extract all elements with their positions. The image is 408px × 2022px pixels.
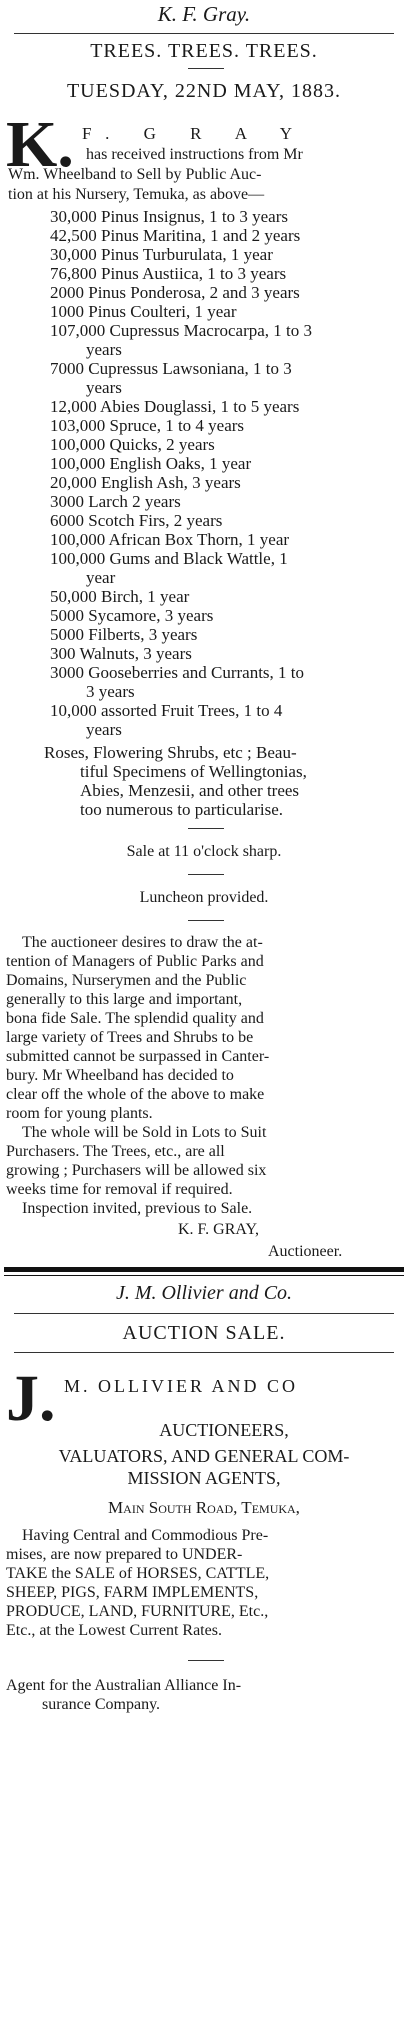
ad1-heading: TREES. TREES. TREES. <box>90 40 318 62</box>
text-line: mises, are now prepared to UNDER- <box>6 1546 243 1563</box>
text-line: SHEEP, PIGS, FARM IMPLEMENTS, <box>6 1584 259 1601</box>
ad2-address: Main South Road, Temuka, <box>108 1498 300 1517</box>
ad2-dropcap: J. <box>6 1362 56 1435</box>
ad1-stock-list <box>50 207 406 739</box>
ad2-body <box>6 1526 404 1640</box>
ad1-sale-time: Sale at 11 o'clock sharp. <box>126 843 282 860</box>
text-line: Roses, Flowering Shrubs, etc ; Beau- <box>44 743 297 762</box>
text-line: TAKE the SALE of HORSES, CATTLE, <box>6 1565 270 1582</box>
text-line: The auctioneer desires to draw the at- <box>22 934 263 951</box>
divider <box>14 33 394 34</box>
text-line: tention of Managers of Public Parks and <box>6 953 264 970</box>
ad1-dropcap: K. <box>6 108 74 181</box>
text-line: bona fide Sale. The splendid quality and <box>6 1010 264 1027</box>
list-item: 3000 Gooseberries and Currants, 1 to <box>50 663 305 682</box>
ad1-luncheon: Luncheon provided. <box>139 889 269 906</box>
text-line: growing ; Purchasers will be allowed six <box>6 1162 267 1179</box>
list-item: 5000 Filberts, 3 years <box>50 625 198 644</box>
ad2-auctioneers: AUCTIONEERS, <box>159 1420 289 1440</box>
text-line: weeks time for removal if required. <box>6 1181 233 1198</box>
divider <box>188 828 224 829</box>
text-line: large variety of Trees and Shrubs to be <box>6 1029 254 1046</box>
ad1-intro-line: Wm. Wheelband to Sell by Public Auc- <box>8 166 262 183</box>
ad1-body <box>6 933 404 1218</box>
text-line: Agent for the Australian Alliance In- <box>6 1677 242 1694</box>
ad2-mission: MISSION AGENTS, <box>127 1468 281 1488</box>
divider <box>188 68 224 69</box>
divider <box>14 1313 394 1314</box>
ad2-firm-name: M. OLLIVIER AND CO <box>64 1376 298 1396</box>
list-item: 10,000 assorted Fruit Trees, 1 to 4 <box>50 701 283 720</box>
text-line: PRODUCE, LAND, FURNITURE, Etc., <box>6 1603 269 1620</box>
text-line: room for young plants. <box>6 1105 153 1122</box>
text-line: tiful Specimens of Wellingtonias, <box>80 762 307 781</box>
list-item: 3 years <box>86 682 135 701</box>
ad1-date: TUESDAY, 22ND MAY, 1883. <box>66 80 342 102</box>
ad1-name-spaced: F. G R A Y <box>82 124 308 143</box>
text-line: Etc., at the Lowest Current Rates. <box>6 1622 222 1639</box>
list-item: 7000 Cupressus Lawsoniana, 1 to 3 <box>50 359 292 378</box>
list-item: 20,000 English Ash, 3 years <box>50 473 241 492</box>
ad1-closing-title: Auctioneer. <box>268 1243 343 1260</box>
list-item: 42,500 Pinus Maritina, 1 and 2 years <box>50 226 301 245</box>
list-item: 300 Walnuts, 3 years <box>50 644 192 663</box>
list-item: 50,000 Birch, 1 year <box>50 587 190 606</box>
list-item: 30,000 Pinus Turburulata, 1 year <box>50 245 273 264</box>
ad-separator <box>4 1267 404 1272</box>
list-item: 103,000 Spruce, 1 to 4 years <box>50 416 245 435</box>
text-line: submitted cannot be surpassed in Canter- <box>6 1048 270 1065</box>
text-line: Purchasers. The Trees, etc., are all <box>6 1143 225 1160</box>
list-item: years <box>86 720 122 739</box>
ad-separator <box>4 1275 404 1276</box>
text-line: clear off the whole of the above to make <box>6 1086 265 1103</box>
list-item: 100,000 Gums and Black Wattle, 1 <box>50 549 288 568</box>
list-item: 12,000 Abies Douglassi, 1 to 5 years <box>50 397 300 416</box>
text-line: bury. Mr Wheelband has decided to <box>6 1067 234 1084</box>
ad2-heading: AUCTION SALE. <box>122 1322 286 1344</box>
divider <box>188 874 224 875</box>
list-item: 100,000 English Oaks, 1 year <box>50 454 252 473</box>
text-line: Having Central and Commodious Pre- <box>22 1527 269 1544</box>
list-item: 2000 Pinus Ponderosa, 2 and 3 years <box>50 283 300 302</box>
list-item: 76,800 Pinus Austiica, 1 to 3 years <box>50 264 287 283</box>
list-item: 100,000 Quicks, 2 years <box>50 435 215 454</box>
text-line: too numerous to particularise. <box>80 800 284 819</box>
ad1-signature: K. F. Gray. <box>157 2 251 26</box>
text-line: Abies, Menzesii, and other trees <box>80 781 300 800</box>
text-line: Domains, Nurserymen and the Public <box>6 972 247 989</box>
divider <box>188 1660 224 1661</box>
list-item: 3000 Larch 2 years <box>50 492 181 511</box>
list-item: years <box>86 378 122 397</box>
list-item: 100,000 African Box Thorn, 1 year <box>50 530 290 549</box>
divider <box>188 920 224 921</box>
ad2-valuators: VALUATORS, AND GENERAL COM- <box>58 1446 350 1466</box>
ad1-closing-name: K. F. GRAY, <box>178 1221 259 1238</box>
list-item: year <box>86 568 116 587</box>
text-line: The whole will be Sold in Lots to Suit <box>22 1124 267 1141</box>
list-item: 107,000 Cupressus Macrocarpa, 1 to 3 <box>50 321 313 340</box>
list-item: 1000 Pinus Coulteri, 1 year <box>50 302 237 321</box>
list-item: 6000 Scotch Firs, 2 years <box>50 511 223 530</box>
text-line: surance Company. <box>42 1696 161 1713</box>
divider <box>14 1352 394 1353</box>
ad1-intro-line: has received instructions from Mr <box>86 146 303 163</box>
ad2-agent <box>6 1676 404 1714</box>
list-item: 5000 Sycamore, 3 years <box>50 606 214 625</box>
ad1-intro-line: tion at his Nursery, Temuka, as above— <box>8 186 265 203</box>
ad1-roses-paragraph <box>44 743 406 819</box>
text-line: generally to this large and important, <box>6 991 243 1008</box>
text-line: Inspection invited, previous to Sale. <box>22 1200 253 1217</box>
list-item: 30,000 Pinus Insignus, 1 to 3 years <box>50 207 288 226</box>
list-item: years <box>86 340 122 359</box>
ad2-signature: J. M. Ollivier and Co. <box>115 1282 293 1304</box>
